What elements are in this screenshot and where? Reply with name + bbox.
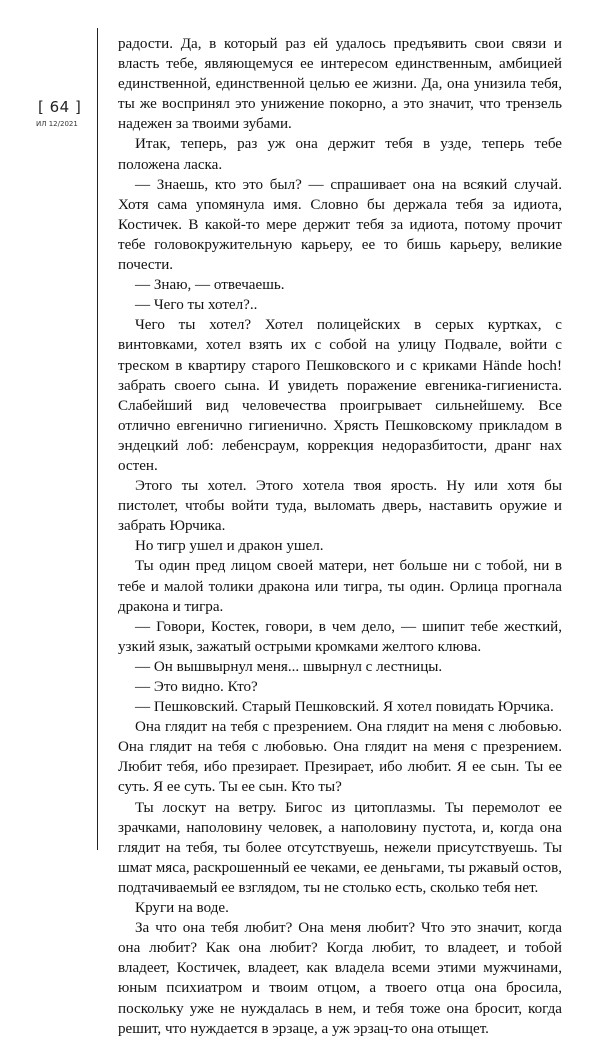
paragraph: Круги на воде. bbox=[135, 900, 229, 917]
paragraph: Ты лоскут на ветру. Бигос из цитоплазмы. Ты перемолот ее зрачками, наполовину человек, а наполовину пустота, и, когда она глядит на тебя, ты более отсутствуешь, нежели присутствуешь. Ты шмат мяса, раскрошенный ее чеками, ее деньгами, ты ржавый остов, подтачиваемый ее взглядом, ты не столько есть, сколько тебя нет. bbox=[118, 799, 563, 896]
paragraph: За что она тебя любит? Она меня любит? Что это значит, когда она любит? Как она любит? Когда любит, то владеет, и тобой владеет, Костичек, владеет, как владела всеми этими мужчинами, юным психиатром и твоим отцом, а твоего отца она бросила, поскольку уже не нуждалась в нем, и тебя тоже она бросит, когда решит, что нуждается в эрзаце, а уж эрзац-то она отыщет. bbox=[118, 920, 562, 1037]
paragraph: Чего ты хотел? Хотел полицейских в серых куртках, с винтовками, хотел взять их с собой на улицу Подвале, войти с треском в квартиру старого Пешковского и с криками Hände hoch! забрать своего сына. И увидеть поражение евгеника-гигиениста. Слабейший вид человечества проигрывает сильнейшему. Все отлично евгенично гигиенично. Хрясть Пешковскому прикладом в эндецкий лоб: лебенсраум, коррекция недоразбитости, дранг нах остен. bbox=[118, 317, 562, 474]
paragraph: — Он вышвырнул меня... швырнул с лестницы. bbox=[135, 658, 443, 675]
paragraph: — Пешковский. Старый Пешковский. Я хотел повидать Юрчика. bbox=[135, 699, 554, 716]
paragraph: Ты один пред лицом своей матери, нет больше ни с тобой, ни в тебе и малой толики дракона или тигра, ты один. Орлица прогнала дракона и тигра. bbox=[118, 558, 562, 615]
paragraph: Она глядит на тебя с презрением. Она глядит на меня с любовью. Она глядит на тебя с любовью. Она глядит на меня с презрением. Любит тебя, ибо презирает. Презирает, ибо любит. Я ее сын. Ты ее суть. Я ее суть. Ты ее сын. Кто ты? bbox=[118, 719, 562, 796]
body-text bbox=[118, 34, 562, 1039]
paragraph: радости. Да, в который раз ей удалось предъявить свои связи и власть тебе, являющемуся ее интересом единственным, амбицией единственной, единственной целью ее жизни. Да, она унизила тебя, ты же воспринял это унижение покорно, а это значит, что трензель надежен за твоими зубами. bbox=[118, 36, 562, 133]
paragraph: Этого ты хотел. Этого хотела твоя ярость. Ну или хотя бы пистолет, чтобы войти туда, выломать дверь, наставить оружие и забрать Юрчика. bbox=[118, 478, 562, 535]
journal-issue-label: ИЛ 12/2021 bbox=[36, 120, 78, 128]
paragraph: — Это видно. Кто? bbox=[135, 679, 258, 695]
paragraph: Итак, теперь, раз уж она держит тебя в узде, теперь тебе положена ласка. bbox=[118, 136, 562, 173]
paragraph: — Говори, Костек, говори, в чем дело, — шипит тебе жесткий, узкий язык, зажатый острыми кромками желтого клюва. bbox=[118, 618, 562, 655]
paragraph: — Чего ты хотел?.. bbox=[135, 297, 258, 314]
page-number: [ 64 ] bbox=[38, 98, 82, 116]
paragraph: Но тигр ушел и дракон ушел. bbox=[135, 538, 324, 555]
paragraph: — Знаешь, кто это был? — спрашивает она на всякий случай. Хотя сама упомянула имя. Словно бы держала тебя за идиота, Костичек. В какой-то мере держит тебя за идиота, потому прочит тебе головокружительную карьеру, ее то бишь карьеру, великие почести. bbox=[118, 176, 562, 274]
margin-rule bbox=[97, 28, 98, 850]
paragraph: — Знаю, — отвечаешь. bbox=[135, 277, 285, 294]
